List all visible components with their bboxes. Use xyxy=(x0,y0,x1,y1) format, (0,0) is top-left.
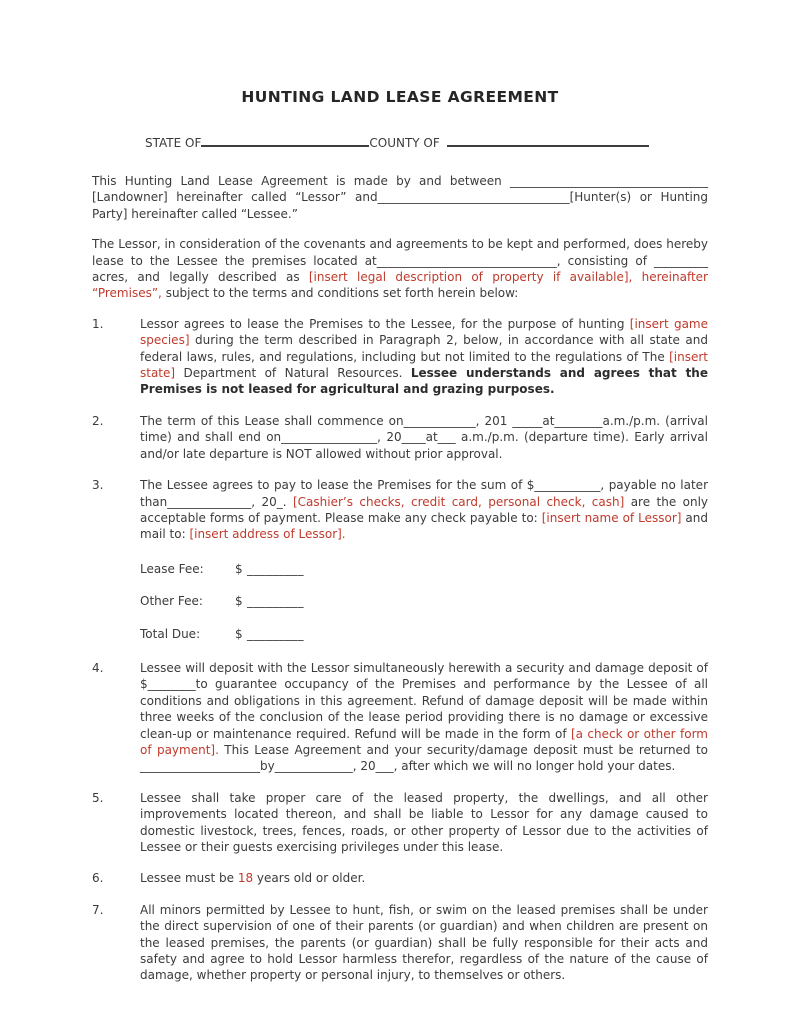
fee-row xyxy=(140,593,708,609)
item-number: 7. xyxy=(92,902,104,917)
placeholder-text: [insert legal description of property if available], hereinafter “Premises”, xyxy=(92,270,708,301)
item-text xyxy=(140,902,708,984)
paragraph-parties xyxy=(92,173,708,222)
item-number: 3. xyxy=(92,478,104,493)
text-segment: years old or older. xyxy=(253,871,366,886)
text-segment: Lessee shall take proper care of the leased property, the dwellings, and all other improvements located thereon, and shall be liable to Lessor for any damage caused to domestic livestock, trees, fences, roads, or other property of Lessor due to the activities of Lessee or their guests exercising privileges under this lease. xyxy=(140,790,708,854)
county-blank-field xyxy=(447,133,649,147)
item-number: 5. xyxy=(92,790,104,805)
emphasis-text: Lessee understands and agrees that the Premises is not leased for agricultural and grazing purposes. xyxy=(140,366,708,397)
item-number: 4. xyxy=(92,660,104,675)
placeholder-text: [insert state] xyxy=(140,349,708,381)
text-segment: Lessee will deposit with the Lessor simultaneously herewith a security and damage deposit of $________to guarantee occupancy of the Premises and performance by the Lessee of all conditions and obligations in this agreement. Refund of damage deposit will be made within three weeks of the conclusion of the lease period providing there is no damage or excessive clean-up or maintenance required. Refund will be made in the form of xyxy=(140,660,708,741)
text-segment: Lessee must be xyxy=(140,871,238,886)
item-number: 1. xyxy=(92,316,104,331)
agreement-item-6 xyxy=(92,870,708,886)
item-number: 2. xyxy=(92,413,104,428)
item-text xyxy=(140,477,708,543)
text-segment: are the only acceptable forms of payment. Please make any check payable to: xyxy=(140,494,708,525)
fee-schedule xyxy=(140,561,708,642)
document-title: HUNTING LAND LEASE AGREEMENT xyxy=(241,88,559,106)
placeholder-text: 18 xyxy=(237,871,254,886)
state-label: STATE OF xyxy=(145,136,202,150)
text-segment: subject to the terms and conditions set forth herein below: xyxy=(161,286,519,301)
fee-label: Total Due: xyxy=(140,626,201,641)
text-segment: The Lessor, in consideration of the covenants and agreements to be kept and performed, does hereby lease to the Lessee the premises located at______________________________, consisting of _________ acres, and legally described as xyxy=(92,237,708,285)
agreement-item-2 xyxy=(92,413,708,462)
item-text xyxy=(140,870,708,886)
document-sections xyxy=(92,173,708,984)
text-segment: The Lessee agrees to pay to lease the Premises for the sum of $___________, payable no later than______________, 20_. xyxy=(140,478,708,509)
county-label: COUNTY OF xyxy=(369,136,440,150)
agreement-item-7 xyxy=(92,902,708,984)
text-segment: This Hunting Land Lease Agreement is made by and between _________________________________ [Landowner] hereinafter called “Lessor” and________________________________[Hunter(s) or Hunting Party] hereinafter called “Lessee.” xyxy=(92,174,708,221)
item-text xyxy=(140,790,708,856)
item-text xyxy=(140,413,708,462)
placeholder-text: [insert name of Lessor] xyxy=(541,510,682,525)
text-segment: Lessor agrees to lease the Premises to the Lessee, for the purpose of hunting xyxy=(140,316,630,331)
paragraph-consideration xyxy=(92,236,708,302)
fee-row xyxy=(140,561,708,577)
fee-amount: $ _________ xyxy=(235,594,304,609)
fee-row xyxy=(140,626,708,642)
item-text xyxy=(140,316,708,398)
fee-label: Other Fee: xyxy=(140,594,203,609)
text-segment: during the term described in Paragraph 2, below, in accordance with all state and federal laws, rules, and regulations, including but not limited to the regulations of The xyxy=(140,333,708,364)
text-segment: All minors permitted by Lessee to hunt, fish, or swim on the leased premises shall be under the direct supervision of one of their parents (or guardian) and when children are present on the leased premises, the parents (or guardian) shall be fully responsible for their acts and safety and agree to hold Lessor harmless therefor, regardless of the nature of the cause of damage, whether property or personal injury, to themselves or others. xyxy=(140,902,708,983)
fee-label: Lease Fee: xyxy=(140,561,204,576)
fee-amount: $ _________ xyxy=(235,561,304,576)
placeholder-text: [insert game species] xyxy=(140,316,708,348)
agreement-item-4 xyxy=(92,660,708,775)
agreement-item-3 xyxy=(92,477,708,543)
text-segment: The term of this Lease shall commence on____________, 201 _____at________a.m./p.m. (arrival time) and shall end on________________, 20____at___ a.m./p.m. (departure time). Early arrival and/or late departure is NOT allowed without prior approval. xyxy=(140,413,708,461)
placeholder-text: [insert address of Lessor]. xyxy=(189,527,346,542)
agreement-item-5 xyxy=(92,790,708,856)
agreement-item-1 xyxy=(92,316,708,398)
text-segment: Department of Natural Resources. xyxy=(175,366,411,381)
item-text xyxy=(140,660,708,775)
placeholder-text: [Cashier’s checks, credit card, personal check, cash] xyxy=(292,494,625,509)
state-county-line xyxy=(92,133,708,150)
fee-amount: $ _________ xyxy=(235,626,304,641)
state-blank-field xyxy=(201,133,369,147)
text-segment: This Lease Agreement and your security/damage deposit must be returned to ____________________by_____________, 20___, after which we will no longer hold your dates. xyxy=(140,742,708,774)
text-segment: and mail to: xyxy=(140,510,709,542)
item-number: 6. xyxy=(92,871,104,886)
placeholder-text: [a check or other form of payment]. xyxy=(140,726,708,757)
